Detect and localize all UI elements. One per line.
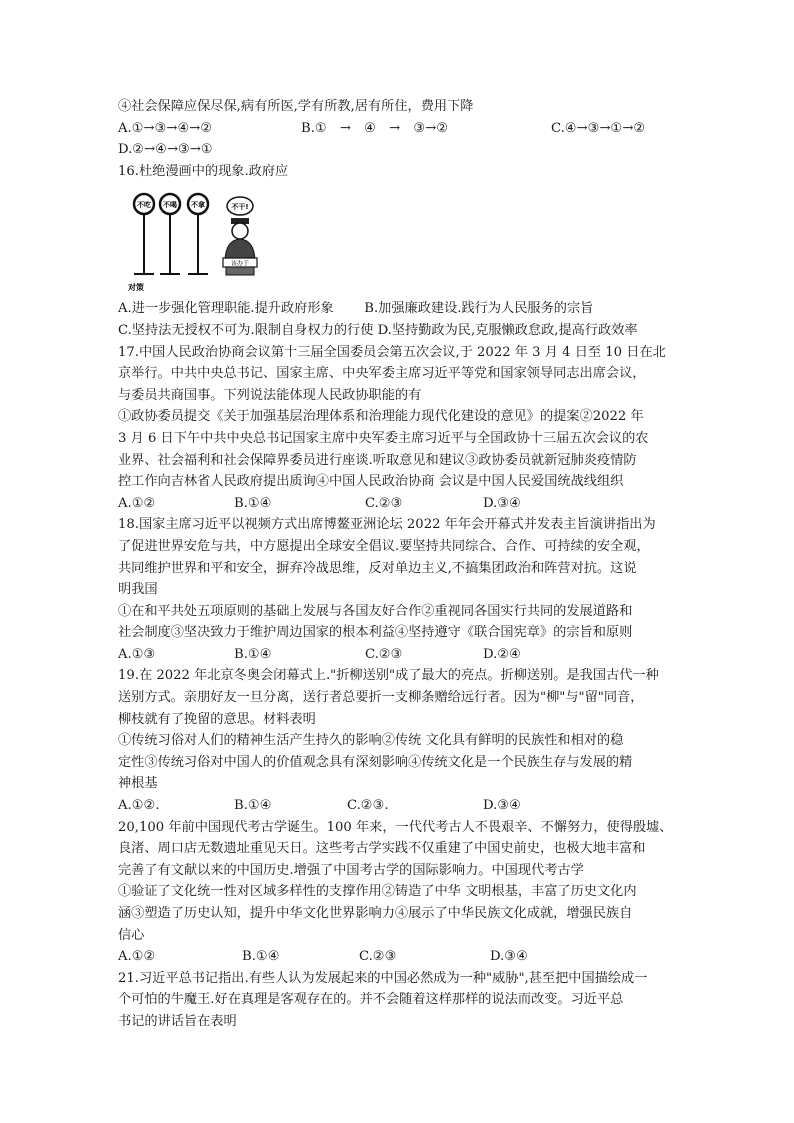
- q18-option-b[interactable]: B.①④: [234, 646, 272, 662]
- q17-items-line: ①政协委员提交《关于加强基层治理体系和治理能力现代化建设的意见》的提案②2022 年: [118, 409, 644, 425]
- speech-bubble-text: 不干!: [231, 203, 249, 212]
- q17-items-line: 业界、社会福利和社会保障界委员进行座谈.听取意见和建议③政协委员就新冠肺炎疫情防: [118, 452, 637, 468]
- q19-options: [118, 795, 683, 817]
- q18-stem-line: 了促进世界安危与共，中方愿提出全球安全倡议.要坚持共同综合、合作、可持续的安全观，: [118, 538, 650, 554]
- q17-items-line: 3 月 6 日下午中共中央总书记国家主席中央军委主席习近平与全国政协十三届五次会议的农: [118, 430, 649, 446]
- sign-3-text: 不拿: [191, 201, 205, 210]
- q20-items-line: 涵③塑造了历史认知，提升中华文化世界影响力④展示了中华民族文化成就，增强民族自: [118, 906, 633, 921]
- q19-stem-line: 19.在 2022 年北京冬奥会闭幕式上."折柳送别"成了最大的亮点。折柳送别。是我国古代一种: [118, 668, 659, 684]
- q18-option-c[interactable]: C.②③: [365, 646, 403, 662]
- banner-text: 该办干: [230, 260, 250, 268]
- q20-items-line: ①验证了文化统一性对区域多样性的支撑作用②铸造了中华 文明根基，丰富了历史文化内: [118, 884, 637, 900]
- cartoon-illustration: [122, 188, 272, 294]
- exam-page: [118, 96, 683, 1033]
- q20-stem-line: 良渚、周口店无数遗址重见天日。这些考古学实践不仅重建了中国史前史，也极大地丰富和: [118, 841, 646, 857]
- q15-item-4: ④社会保障应保尽保,病有所医,学有所教,居有所住，费用下降: [118, 99, 474, 114]
- q18-option-a[interactable]: A.①③: [118, 646, 156, 662]
- q15-option-d[interactable]: D.②→④→③→①: [118, 142, 213, 158]
- q16-options-cd[interactable]: C.坚持法无授权不可为.限制自身权力的行使 D.坚持勤政为民,克服懒政怠政,提高行政效率: [118, 322, 638, 338]
- q18-items-line: ①在和平共处五项原则的基础上发展与各国友好合作②重视同各国实行共同的发展道路和: [118, 603, 633, 619]
- q17-items-line: 控工作向吉林省人民政府提出质询④中国人民政治协商 会议是中国人民爱国统战线组织: [118, 474, 624, 490]
- q17-stem-line: 京举行。中共中央总书记、国家主席、中央军委主席习近平等党和国家领导同志出席会议，: [118, 366, 646, 382]
- q17-option-a[interactable]: A.①②: [118, 495, 156, 511]
- q19-items-line: 神根基: [118, 776, 158, 792]
- q21-stem-line: 个可怕的牛魔王.好在真理是客观存在的。并不会随着这样那样的说法而改变。习近平总: [118, 992, 624, 1008]
- q18-stem-line: 明我国: [118, 582, 158, 598]
- q21-stem-line: 书记的讲话旨在表明: [118, 1013, 237, 1029]
- q20-option-b[interactable]: B.①④: [242, 949, 280, 965]
- sign-1-text: 不吃: [137, 201, 151, 210]
- q19-option-a[interactable]: A.①②.: [118, 798, 160, 814]
- q16-stem: 16.杜绝漫画中的现象.政府应: [118, 163, 289, 179]
- q16-cartoon: [122, 188, 272, 294]
- q15-option-b[interactable]: B.① → ④ → ③→②: [301, 120, 449, 136]
- q20-items-line: 信心: [118, 927, 145, 943]
- cartoon-caption: 对策: [128, 283, 144, 293]
- q15-option-a[interactable]: A.①→③→④→②: [118, 120, 213, 136]
- q18-option-d[interactable]: D.②④: [483, 646, 521, 662]
- q19-items-line: 定性③传统习俗对中国人的价值观念具有深刻影响④传统文化是一个民族生存与发展的精: [118, 754, 633, 770]
- q19-stem-line: 柳枝就有了挽留的意思。材料表明: [118, 711, 316, 727]
- q18-options: [118, 644, 683, 666]
- q17-option-c[interactable]: C.②③: [365, 495, 403, 511]
- q20-option-a[interactable]: A.①②: [118, 949, 156, 965]
- q18-items-line: 社会制度③坚决致力于维护周边国家的根本利益④坚持遵守《联合国宪章》的宗旨和原则: [118, 625, 633, 641]
- q19-items-line: ①传统习俗对人们的精神生活产生持久的影响②传统 文化具有鲜明的民族性和相对的稳: [118, 733, 624, 749]
- q17-options: [118, 493, 683, 515]
- q18-stem-line: 18.国家主席习近平以视频方式出席博鳌亚洲论坛 2022 年年会开幕式并发表主旨演讲指出为: [118, 517, 656, 533]
- sign-2-text: 不喝: [163, 201, 177, 210]
- q20-option-d[interactable]: D.③④: [490, 949, 528, 965]
- q19-option-d[interactable]: D.③④: [483, 798, 521, 814]
- q17-stem-line: 17.中国人民政治协商会议第十三届全国委员会第五次会议,于 2022 年 3 月 4 日至 10 日在北: [118, 344, 666, 360]
- q17-stem-line: 与委员共商国事。下列说法能体现人民政协职能的有: [118, 387, 422, 403]
- q16-options-ab[interactable]: A.进一步强化管理职能.提升政府形象 B.加强廉政建设.践行为人民服务的宗旨: [118, 301, 594, 317]
- q15-options: [118, 118, 683, 140]
- q17-option-b[interactable]: B.①④: [234, 495, 272, 511]
- q18-stem-line: 共同维护世界和平和安全，摒弃冷战思维，反对单边主义,不搞集团政治和阵营对抗。这说: [118, 560, 637, 576]
- q17-option-d[interactable]: D.③④: [483, 495, 521, 511]
- q20-stem-line: 20,100 年前中国现代考古学诞生。100 年来，一代代考古人不畏艰辛、不懈努力，使得殷墟、: [118, 819, 673, 835]
- q20-options: [118, 946, 683, 968]
- q20-stem-line: 完善了有文献以来的中国历史.增强了中国考古学的国际影响力。中国现代考古学: [118, 862, 584, 878]
- q19-stem-line: 送别方式。亲朋好友一旦分离，送行者总要折一支柳条赠给远行者。因为"柳"与"留"同音，: [118, 690, 644, 706]
- q19-option-b[interactable]: B.①④: [234, 798, 272, 814]
- q19-option-c[interactable]: C.②③.: [347, 798, 389, 814]
- q21-stem-line: 21.习近平总书记指出.有些人认为发展起来的中国必然成为一种"威胁",甚至把中国描绘成一: [118, 970, 648, 986]
- q20-option-c[interactable]: C.②③: [359, 949, 397, 965]
- q15-option-c[interactable]: C.④→③→①→②: [551, 120, 646, 136]
